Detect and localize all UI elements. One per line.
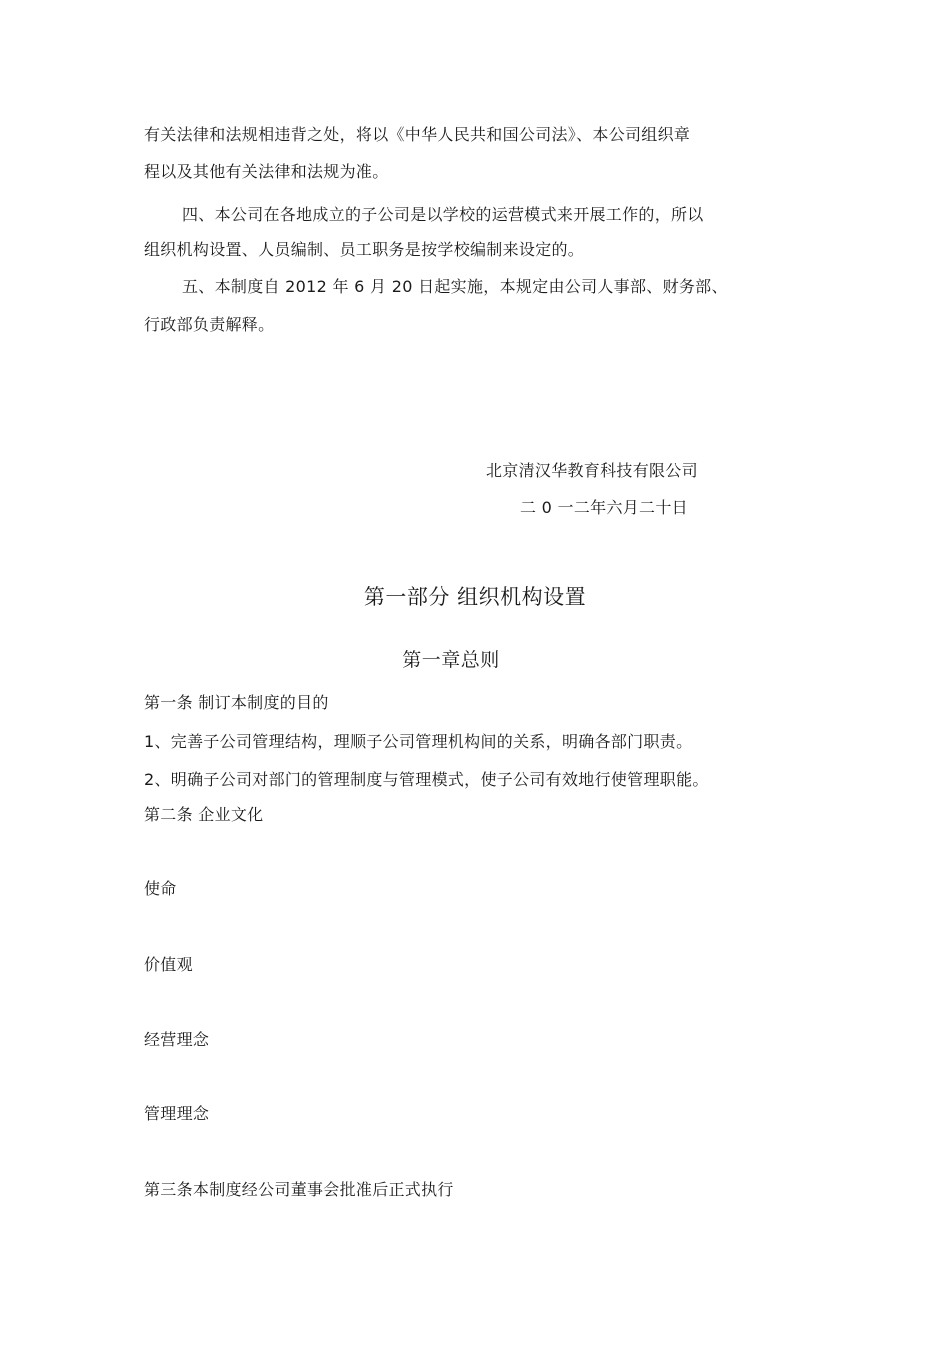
preamble-line-1: 有关法律和法规相违背之处，将以《中华人民共和国公司法》、本公司组织章 bbox=[144, 125, 691, 144]
signature-company: 北京清汉华教育科技有限公司 bbox=[486, 461, 698, 480]
culture-management-philosophy: 管理理念 bbox=[144, 1104, 210, 1123]
chapter-title: 第一章总则 bbox=[402, 649, 500, 671]
signature-date: 二 0 一二年六月二十日 bbox=[520, 498, 688, 517]
clause-5-line-1: 五、本制度自 2012 年 6 月 20 日起实施，本规定由公司人事部、财务部、 bbox=[182, 277, 728, 296]
article-1-heading: 第一条 制订本制度的目的 bbox=[144, 693, 329, 712]
preamble-line-2: 程以及其他有关法律和法规为准。 bbox=[144, 162, 389, 181]
article-2-heading: 第二条 企业文化 bbox=[144, 805, 264, 824]
article-1-item-2: 2、明确子公司对部门的管理制度与管理模式，使子公司有效地行使管理职能。 bbox=[144, 770, 709, 789]
article-3: 第三条本制度经公司董事会批准后正式执行 bbox=[144, 1180, 454, 1199]
article-1-item-1: 1、完善子公司管理结构，理顺子公司管理机构间的关系，明确各部门职责。 bbox=[144, 732, 693, 751]
culture-mission: 使命 bbox=[144, 879, 177, 898]
culture-business-philosophy: 经营理念 bbox=[144, 1030, 210, 1049]
clause-5-line-2: 行政部负责解释。 bbox=[144, 315, 275, 334]
clause-4-line-1: 四、本公司在各地成立的子公司是以学校的运营模式来开展工作的，所以 bbox=[182, 205, 704, 224]
culture-values: 价值观 bbox=[144, 955, 193, 974]
part-title: 第一部分 组织机构设置 bbox=[363, 585, 587, 609]
clause-4-line-2: 组织机构设置、人员编制、员工职务是按学校编制来设定的。 bbox=[144, 240, 585, 259]
